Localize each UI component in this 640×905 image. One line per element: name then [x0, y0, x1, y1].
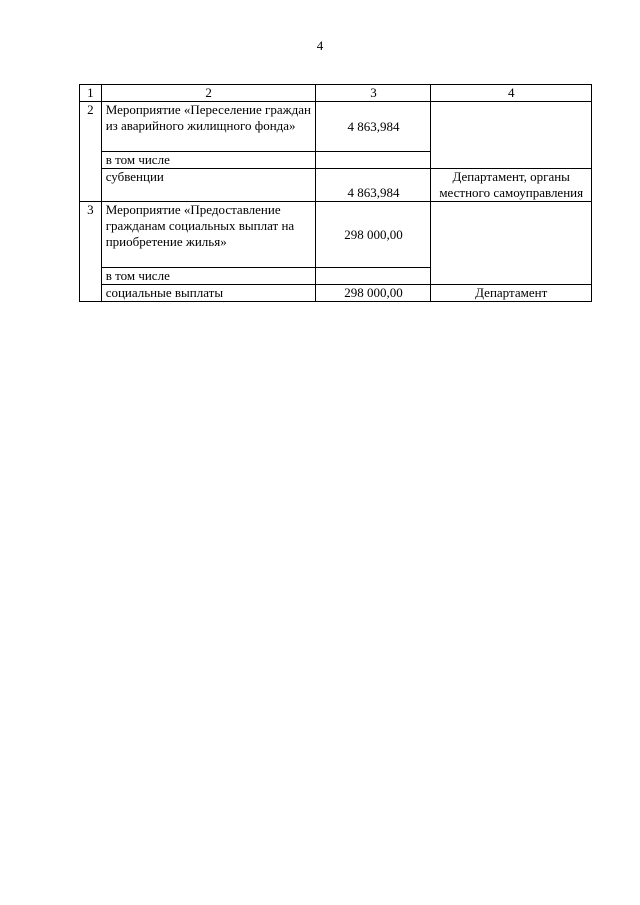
row-number: 3	[80, 202, 102, 302]
measures-table	[79, 84, 592, 302]
subvention-amount: 4 863,984	[316, 169, 431, 202]
header-cell-1: 1	[80, 85, 102, 102]
table-row	[80, 285, 592, 302]
including-amount	[316, 152, 431, 169]
payments-amount: 298 000,00	[316, 285, 431, 302]
table-row	[80, 102, 592, 152]
row-number: 2	[80, 102, 102, 202]
header-cell-3: 3	[316, 85, 431, 102]
measure-title: Мероприятие «Переселение граждан из аварийного жилищного фонда»	[101, 102, 316, 152]
including-amount	[316, 268, 431, 285]
measure-executor	[431, 202, 592, 285]
page-number: 4	[316, 38, 324, 53]
subvention-executor: Департамент, органы местного самоуправления	[431, 169, 592, 202]
measure-title: Мероприятие «Предоставление гражданам социальных выплат на приобретение жилья»	[101, 202, 316, 268]
table-row	[80, 202, 592, 268]
payments-executor: Департамент	[431, 285, 592, 302]
subvention-label: субвенции	[101, 169, 316, 202]
including-label: в том числе	[101, 268, 316, 285]
measure-executor	[431, 102, 592, 169]
table-row	[80, 169, 592, 202]
payments-label: социальные выплаты	[101, 285, 316, 302]
including-label: в том числе	[101, 152, 316, 169]
header-cell-4: 4	[431, 85, 592, 102]
table-header-row	[80, 85, 592, 102]
measure-amount: 4 863,984	[316, 102, 431, 152]
header-cell-2: 2	[101, 85, 316, 102]
measure-amount: 298 000,00	[316, 202, 431, 268]
